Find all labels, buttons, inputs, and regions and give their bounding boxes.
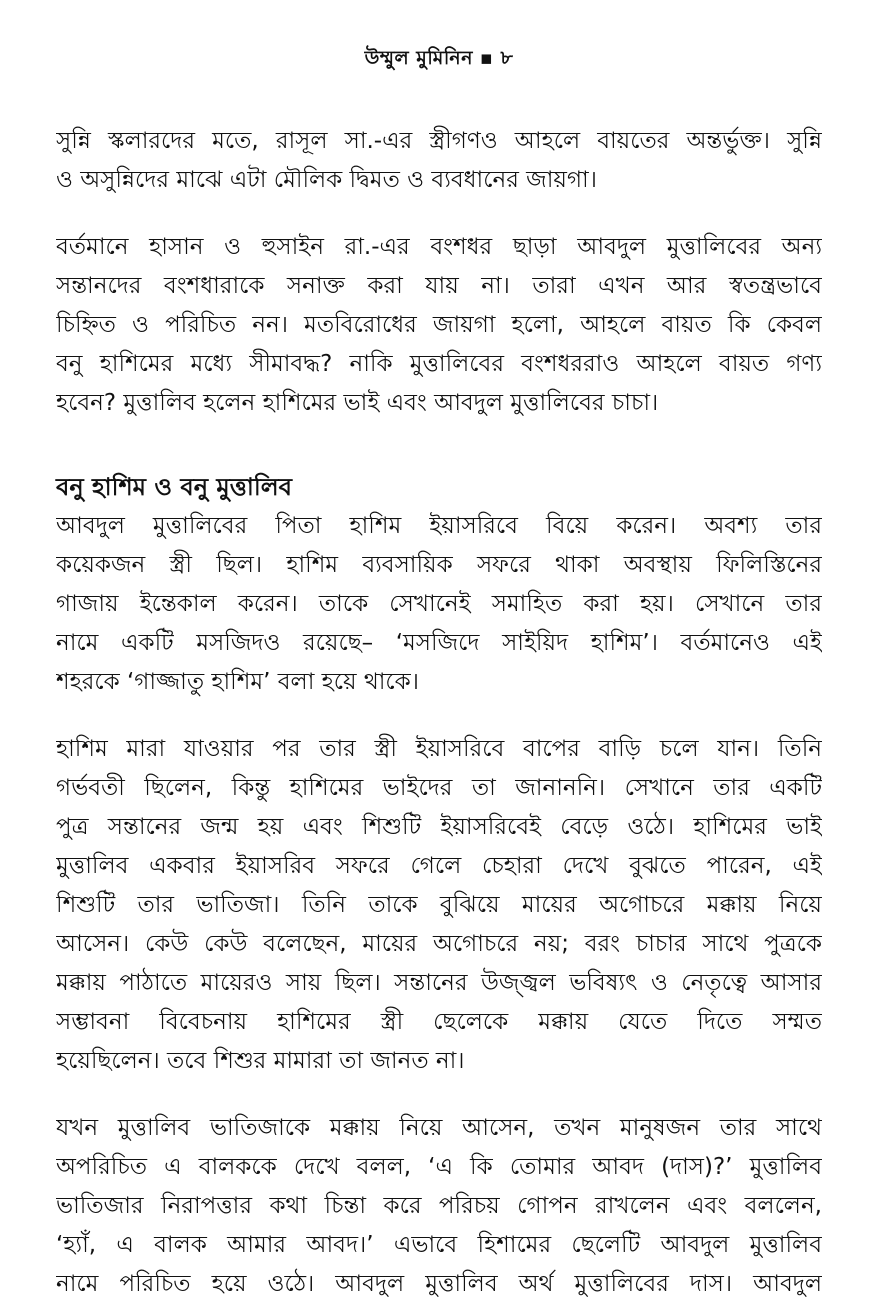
section-heading: বনু হাশিম ও বনু মুত্তালিব [56, 473, 292, 501]
paragraph-section-3 [56, 1109, 822, 1304]
text-line: ভাতিজার নিরাপত্তার কথা চিন্তা করে পরিচয় গোপন রাখলেন এবং বললেন, [56, 1193, 822, 1219]
text-line: হয়েছিলেন। তবে শিশুর মামারা তা জানত না। [56, 1048, 465, 1074]
text-line: সন্তানদের বংশধারাকে সনাক্ত করা যায় না। তারা এখন আর স্বতন্ত্রভাবে [56, 273, 822, 299]
text-line: চিহ্নিত ও পরিচিত নন। মতবিরোধের জায়গা হলো, আহলে বায়ত কি কেবল [56, 312, 822, 338]
text-line: মুত্তালিব একবার ইয়াসরিব সফরে গেলে চেহারা দেখে বুঝতে পারেন, এই [56, 853, 822, 879]
text-line: নামে পরিচিত হয়ে ওঠে। আবদুল মুত্তালিব অর্থ মুত্তালিবের দাস। আবদুল [56, 1271, 822, 1297]
text-line: আসেন। কেউ কেউ বলেছেন, মায়ের অগোচরে নয়; বরং চাচার সাথে পুত্রকে [56, 931, 822, 957]
text-line: পুত্র সন্তানের জন্ম হয় এবং শিশুটি ইয়াসরিবেই বেড়ে ওঠে। হাশিমের ভাই [56, 814, 822, 840]
paragraph-intro-1 [56, 122, 822, 200]
text-line: শিশুটি তার ভাতিজা। তিনি তাকে বুঝিয়ে মায়ের অগোচরে মক্কায় নিয়ে [56, 892, 822, 918]
paragraph-section-2 [56, 730, 822, 1081]
running-header: উম্মুল মুমিনিন ▪ ৮ [364, 47, 514, 69]
text-line: বনু হাশিমের মধ্যে সীমাবদ্ধ? নাকি মুত্তালিবের বংশধররাও আহলে বায়ত গণ্য [56, 351, 822, 377]
text-line: ও অসুন্নিদের মাঝে এটা মৌলিক দ্বিমত ও ব্যবধানের জায়গা। [56, 167, 597, 193]
text-line: গাজায় ইন্তেকাল করেন। তাকে সেখানেই সমাহিত করা হয়। সেখানে তার [56, 591, 822, 617]
paragraph-section-1 [56, 507, 822, 702]
text-line: বর্তমানে হাসান ও হুসাইন রা.-এর বংশধর ছাড়া আবদুল মুত্তালিবের অন্য [56, 234, 822, 260]
text-line: কয়েকজন স্ত্রী ছিল। হাশিম ব্যবসায়িক সফরে থাকা অবস্থায় ফিলিস্তিনের [56, 552, 822, 578]
text-line: হবেন? মুত্তালিব হলেন হাশিমের ভাই এবং আবদুল মুত্তালিবের চাচা। [56, 390, 659, 416]
text-line: ‘হ্যাঁ, এ বালক আমার আবদ।’ এভাবে হিশামের ছেলেটি আবদুল মুত্তালিব [56, 1232, 822, 1258]
text-line: সম্ভাবনা বিবেচনায় হাশিমের স্ত্রী ছেলেকে মক্কায় যেতে দিতে সম্মত [56, 1009, 822, 1035]
text-line: শহরকে ‘গাজ্জাতু হাশিম’ বলা হয়ে থাকে। [56, 669, 419, 695]
text-line: মক্কায় পাঠাতে মায়েরও সায় ছিল। সন্তানের উজ্জ্বল ভবিষ্যৎ ও নেতৃত্বে আসার [56, 970, 822, 996]
text-line: গর্ভবতী ছিলেন, কিন্তু হাশিমের ভাইদের তা জানাননি। সেখানে তার একটি [56, 775, 822, 801]
paragraph-intro-2 [56, 228, 822, 423]
text-line: আবদুল মুত্তালিবের পিতা হাশিম ইয়াসরিবে বিয়ে করেন। অবশ্য তার [56, 513, 822, 539]
text-line: নামে একটি মসজিদও রয়েছে– ‘মসজিদে সাইয়িদ হাশিম’। বর্তমানেও এই [56, 630, 822, 656]
text-line: যখন মুত্তালিব ভাতিজাকে মক্কায় নিয়ে আসেন, তখন মানুষজন তার সাথে [56, 1115, 822, 1141]
text-line: সুন্নি স্কলারদের মতে, রাসূল সা.-এর স্ত্রীগণও আহলে বায়তের অন্তর্ভুক্ত। সুন্নি [56, 128, 822, 154]
text-line: অপরিচিত এ বালককে দেখে বলল, ‘এ কি তোমার আবদ (দাস)?’ মুত্তালিব [56, 1154, 822, 1180]
text-line: হাশিম মারা যাওয়ার পর তার স্ত্রী ইয়াসরিবে বাপের বাড়ি চলে যান। তিনি [56, 736, 822, 762]
